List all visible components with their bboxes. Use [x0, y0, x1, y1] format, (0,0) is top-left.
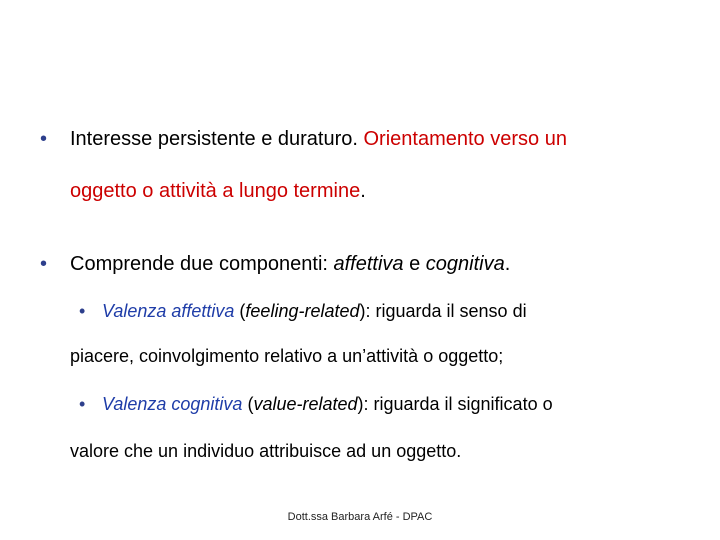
sub-bullet-2-rest: ): riguarda il significato o [357, 394, 553, 414]
sub-bullet-2-paren: ( [242, 394, 254, 414]
sub-bullet-2-term: Valenza cognitiva [102, 394, 243, 414]
bullet-2-cognitiva: cognitiva [425, 253, 505, 275]
sub-bullet-2-line-2: valore che un individuo attribuisce ad un oggetto. [70, 441, 462, 461]
bullet-1-line-1 [70, 127, 567, 151]
bullet-1-emphasis: Orientamento verso un [363, 128, 567, 150]
bullet-2-affettiva: affettiva [333, 253, 404, 275]
bullet-marker: • [40, 253, 48, 275]
sub-bullet-1-rest: ): riguarda il senso di [359, 301, 527, 321]
sub-bullet-1-line-2: piacere, coinvolgimento relativo a un’attività o oggetto; [70, 346, 504, 366]
sub-bullet-1-term2: feeling-related [245, 301, 360, 321]
bullet-2-period: . [504, 253, 511, 275]
bullet-1-emphasis-cont: oggetto o attività a lungo termine [70, 180, 361, 202]
bullet-marker: • [40, 128, 48, 150]
bullet-2-text: Comprende due componenti: [70, 253, 334, 275]
sub-bullet-1-term: Valenza affettiva [102, 301, 235, 321]
sub-bullet-2-term2: value-related [253, 394, 358, 414]
sub-bullet-marker: • [79, 301, 86, 321]
bullet-1-text: Interesse persistente e duraturo. [70, 128, 364, 150]
bullet-1-line-2 [70, 179, 366, 203]
bullet-1-period: . [360, 180, 366, 202]
sub-bullet-2-line-1 [102, 393, 553, 415]
sub-bullet-1-paren: ( [234, 301, 246, 321]
slide-footer: Dott.ssa Barbara Arfé - DPAC [287, 511, 433, 523]
bullet-2-and: e [403, 253, 426, 275]
sub-bullet-marker: • [79, 394, 86, 414]
sub-bullet-1-line-1 [102, 300, 527, 322]
bullet-2-line [70, 252, 510, 276]
